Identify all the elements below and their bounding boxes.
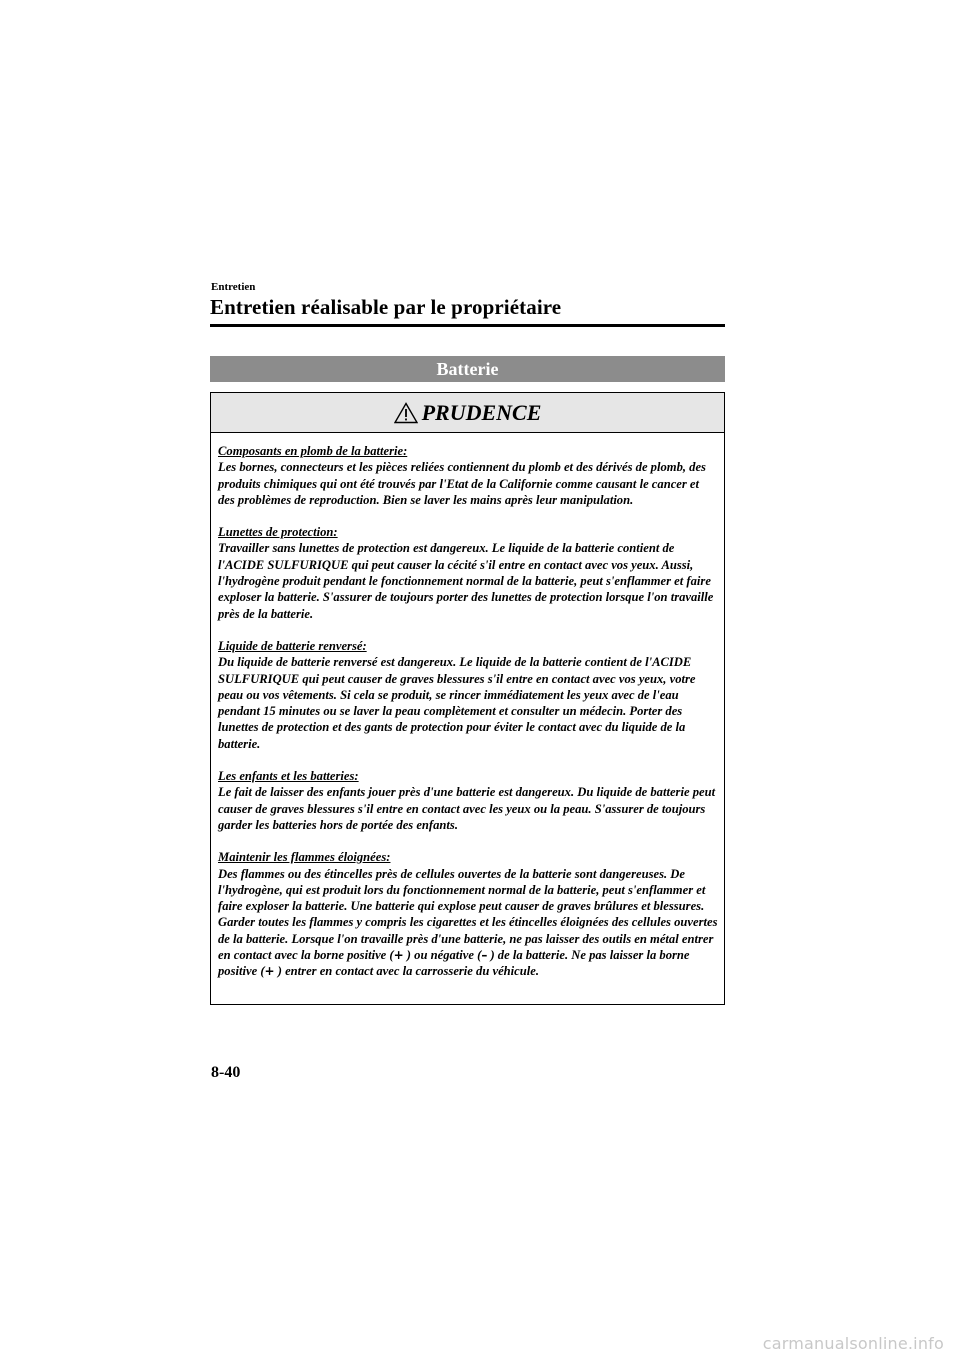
paragraph-text-part: ) entrer en contact avec la carrosserie du véhicule. <box>274 964 540 979</box>
caution-body <box>211 433 724 980</box>
paragraph-text <box>218 866 718 980</box>
paragraph-text-part: positive ( <box>347 948 394 963</box>
minus-symbol: – <box>481 948 488 963</box>
watermark: carmanualsonline.info <box>762 1334 944 1353</box>
paragraph-text: Les bornes, connecteurs et les pièces reliées contiennent du plomb et des dérivés de plomb, des produits chimiques qui ont été trouvés par l'Etat de la Californie comme causant le cancer et des problèmes de reproduction. Bien se laver les mains après leur manipulation. <box>218 460 706 507</box>
paragraph-text: Travailler sans lunettes de protection est dangereux. Le liquide de la batterie contient de l'ACIDE SULFURIQUE qui peut causer la cécité s'il entre en contact avec vos yeux. Aussi, l'hydrogène produit pendant le fonctionnement normal de la batterie, peut s'enflammer et faire exploser la batterie. S'assurer de toujours porter des lunettes de protection lorsque l'on travaille près de la batterie. <box>218 541 714 621</box>
paragraph-heading: Les enfants et les batteries: <box>218 769 359 784</box>
caution-header <box>211 393 724 433</box>
paragraph-text-part: ) ou négative ( <box>403 948 482 963</box>
paragraph-text-part: ) de la batterie. Ne pas laisser la borne positive ( <box>218 948 690 979</box>
plus-symbol: + <box>264 964 275 979</box>
caution-paragraph <box>218 638 718 752</box>
caution-box <box>210 392 725 1005</box>
paragraph-heading: Maintenir les flammes éloignées: <box>218 850 391 865</box>
paragraph-heading: Liquide de batterie renversé: <box>218 638 367 653</box>
caution-paragraph <box>218 443 718 508</box>
section-label: Entretien <box>211 281 256 293</box>
page-title: Entretien réalisable par le propriétaire <box>210 295 562 319</box>
caution-paragraph <box>218 768 718 833</box>
caution-paragraph <box>218 524 718 622</box>
title-rule <box>210 324 725 327</box>
page-number: 8-40 <box>211 1064 241 1081</box>
paragraph-text-part: Des flammes ou des étincelles près de cellules ouvertes de la batterie sont dangereuses. De l'hydrogène, qui est produit lors du fonctionnement normal de la batterie, peut s'enflammer et faire exploser la batterie. Une batterie qui explose peut causer de graves brûlures et blessures. Garder toutes les flammes y compris les cigarettes et les étincelles éloignées des cellules ouvertes de la batterie. Lorsque l'on travaille près d'une batterie, ne pas laisser des outils en métal entrer en contact avec la borne <box>218 866 718 963</box>
warning-triangle-icon <box>394 402 418 424</box>
paragraph-heading: Lunettes de protection: <box>218 525 338 540</box>
paragraph-text: Le fait de laisser des enfants jouer près d'une batterie est dangereux. Du liquide de batterie peut causer de graves blessures s'il entre en contact avec les yeux ou la peau. S'assurer de toujours garder les batteries hors de portée des enfants. <box>218 785 716 832</box>
section-band: Batterie <box>210 356 725 382</box>
paragraph-text: Du liquide de batterie renversé est dangereux. Le liquide de la batterie contient de l'ACIDE SULFURIQUE qui peut causer de graves blessures s'il entre en contact avec vos yeux, votre peau ou vos vêtements. Si cela se produit, se rincer immédiatement les yeux avec de l'eau pendant 15 minutes ou se laver la peau complètement et consulter un médecin. Porter des lunettes de protection et des gants de protection pour éviter le contact avec du liquide de la batterie. <box>218 655 696 751</box>
caution-title: PRUDENCE <box>421 399 542 425</box>
plus-symbol: + <box>393 948 404 963</box>
paragraph-heading: Composants en plomb de la batterie: <box>218 444 408 458</box>
caution-paragraph <box>218 849 718 979</box>
